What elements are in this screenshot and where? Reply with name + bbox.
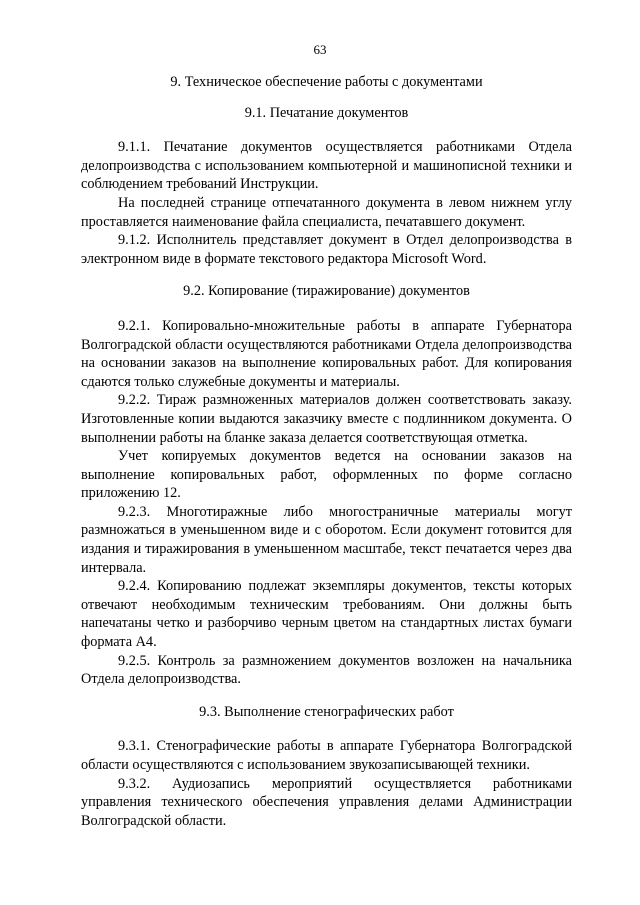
paragraph-9-3-2: 9.3.2. Аудиозапись мероприятий осуществляется работниками управления технического обеспечения управления делами Администрации Волгоградской области.	[81, 775, 572, 829]
document-body	[81, 73, 572, 830]
paragraph-9-2-3: 9.2.3. Многотиражные либо многостраничные материалы могут размножаться в уменьшенном виде и с оборотом. Если документ готовится для издания и тиражирования в уменьшенном масштабе, текст печатается через два интервала.	[81, 503, 572, 576]
paragraph-9-2-4: 9.2.4. Копированию подлежат экземпляры документов, тексты которых отвечают необходимым техническим требованиям. Они должны быть напечатаны четко и разборчиво черным цветом на стандартных листах бумаги формата А4.	[81, 578, 572, 651]
paragraph-9-2-2-note: Учет копируемых документов ведется на основании заказов на выполнение копировальных работ, оформленных по форме согласно приложению 12.	[81, 448, 572, 502]
subsection-title-9-3: 9.3. Выполнение стенографических работ	[199, 703, 454, 720]
paragraph-9-1-1: 9.1.1. Печатание документов осуществляется работниками Отдела делопроизводства с использованием компьютерной и машинописной техники и соблюдением требований Инструкции.	[81, 139, 572, 193]
page-number: 63	[313, 42, 327, 57]
paragraph-9-2-1: 9.2.1. Копировально-множительные работы в аппарате Губернатора Волгоградской области осуществляются работниками Отдела делопроизводства на основании заказов на выполнение копировальных работ. Для копирования сдаются только служебные документы и материалы.	[81, 317, 572, 390]
paragraph-9-2-5: 9.2.5. Контроль за размножением документов возложен на начальника Отдела делопроизводства.	[81, 652, 572, 688]
section-title: 9. Техническое обеспечение работы с документами	[170, 74, 483, 90]
paragraph-9-1-2: 9.1.2. Исполнитель представляет документ в Отдел делопроизводства в электронном виде в формате текстового редактора Microsoft Word.	[81, 232, 572, 267]
subsection-title-9-2: 9.2. Копирование (тиражирование) документов	[183, 283, 470, 300]
subsection-title-9-1: 9.1. Печатание документов	[244, 104, 409, 121]
paragraph-9-1-1-note: На последней странице отпечатанного документа в левом нижнем углу проставляется наименование файла специалиста, печатавшего документ.	[81, 194, 572, 230]
paragraph-9-3-1: 9.3.1. Стенографические работы в аппарате Губернатора Волгоградской области осуществляются с использованием звукозаписывающей техники.	[81, 738, 572, 773]
paragraph-9-2-2: 9.2.2. Тираж размноженных материалов должен соответствовать заказу. Изготовленные копии выдаются заказчику вместе с подлинником документа. О выполнении работы на бланке заказа делается соответствующая отметка.	[81, 392, 572, 446]
